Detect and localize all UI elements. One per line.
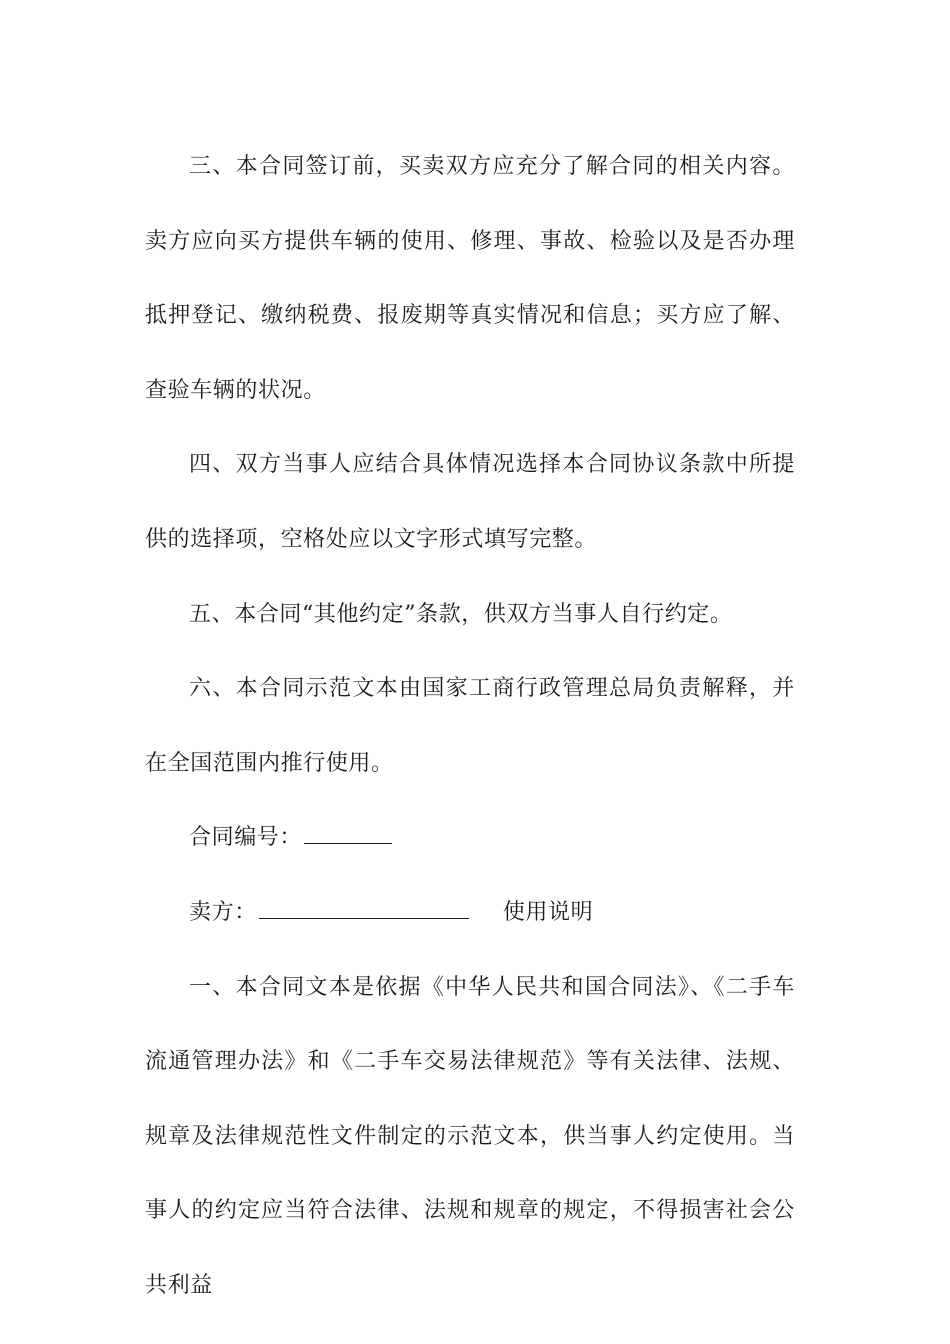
seller-label: 卖方： xyxy=(189,899,257,925)
clause-four: 四、双方当事人应结合具体情况选择本合同协议条款中所提供的选择项，空格处应以文字形式填写完整。 xyxy=(145,452,795,552)
clause-six: 六、本合同示范文本由国家工商行政管理总局负责解释，并在全国范围内推行使用。 xyxy=(145,676,795,776)
contract-number-label: 合同编号： xyxy=(189,825,303,851)
clause-three: 三、本合同签订前，买卖双方应充分了解合同的相关内容。卖方应向买方提供车辆的使用、修理、事故、检验以及是否办理抵押登记、缴纳税费、报废期等真实情况和信息；买方应了解、查验车辆的状况。 xyxy=(145,154,795,403)
usage-instructions-title: 使用说明 xyxy=(502,899,594,925)
clause-five: 五、本合同“其他约定”条款，供双方当事人自行约定。 xyxy=(189,601,733,627)
seller-blank[interactable] xyxy=(259,900,469,919)
contract-number-line xyxy=(145,801,795,876)
usage-clause-one: 一、本合同文本是依据《中华人民共和国合同法》、《二手车流通管理办法》和《二手车交易法律规范》等有关法律、法规、规章及法律规范性文件制定的示范文本，供当事人约定使用。当事人的约定应当符合法律、法规和规章的规定，不得损害社会公共利益 xyxy=(145,974,795,1298)
document-page xyxy=(145,130,795,1324)
contract-number-blank[interactable] xyxy=(304,825,392,844)
seller-line xyxy=(145,876,795,951)
